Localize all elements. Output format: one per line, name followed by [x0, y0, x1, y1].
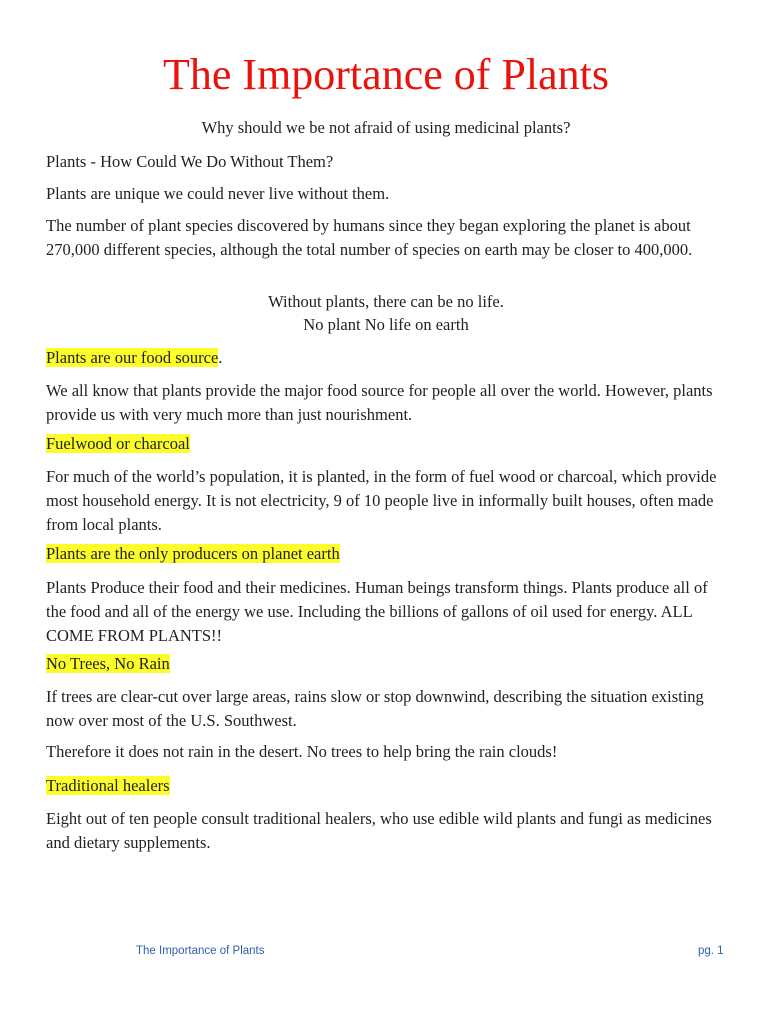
- species-paragraph: The number of plant species discovered by humans since they began exploring the planet is about 270,000 different species, although the total number of species on earth may be closer to 400,000.: [46, 216, 693, 259]
- highlighted-heading: No Trees, No Rain: [46, 654, 170, 673]
- document-subtitle: Why should we be not afraid of using medicinal plants?: [201, 118, 571, 137]
- highlighted-heading: Plants are our food source: [46, 348, 219, 367]
- quote-line-2: No plant No life on earth: [303, 315, 469, 334]
- highlighted-heading: Fuelwood or charcoal: [46, 434, 190, 453]
- section-paragraph-fuelwood: For much of the world’s population, it is planted, in the form of fuel wood or charcoal, which provide most household energy. It is not electricity, 9 of 10 people live in informally built houses, often made from local plants.: [46, 467, 717, 534]
- intro-heading: Plants - How Could We Do Without Them?: [46, 152, 334, 171]
- section-paragraph-no-trees-1: If trees are clear-cut over large areas, rains slow or stop downwind, describing the situation existing now over most of the U.S. Southwest.: [46, 687, 704, 730]
- intro-line: Plants are unique we could never live without them.: [46, 184, 390, 203]
- document-title: The Importance of Plants: [163, 50, 609, 99]
- highlighted-heading: Traditional healers: [46, 776, 170, 795]
- section-paragraph-producers: Plants Produce their food and their medicines. Human beings transform things. Plants produce all of the food and all of the energy we use. Including the billions of gallons of oil used for energy. ALL COME FROM PLANTS!!: [46, 578, 708, 645]
- section-heading-healers: [46, 774, 726, 798]
- section-paragraph-food-source: We all know that plants provide the major food source for people all over the world. However, plants provide us with very much more than just nourishment.: [46, 381, 713, 424]
- highlighted-heading: Plants are the only producers on planet earth: [46, 544, 340, 563]
- footer-page-number: pg. 1: [698, 945, 724, 957]
- footer-document-title: The Importance of Plants: [136, 945, 265, 957]
- section-heading-producers: [46, 542, 726, 566]
- quote-line-1: Without plants, there can be no life.: [268, 292, 504, 311]
- section-heading-food-source: [46, 346, 726, 370]
- heading-suffix: .: [218, 348, 223, 367]
- section-heading-no-trees: [46, 652, 726, 676]
- section-paragraph-no-trees-2: Therefore it does not rain in the desert. No trees to help bring the rain clouds!: [46, 742, 558, 761]
- section-paragraph-healers: Eight out of ten people consult traditional healers, who use edible wild plants and fungi as medicines and dietary supplements.: [46, 809, 712, 852]
- section-heading-fuelwood: [46, 432, 726, 456]
